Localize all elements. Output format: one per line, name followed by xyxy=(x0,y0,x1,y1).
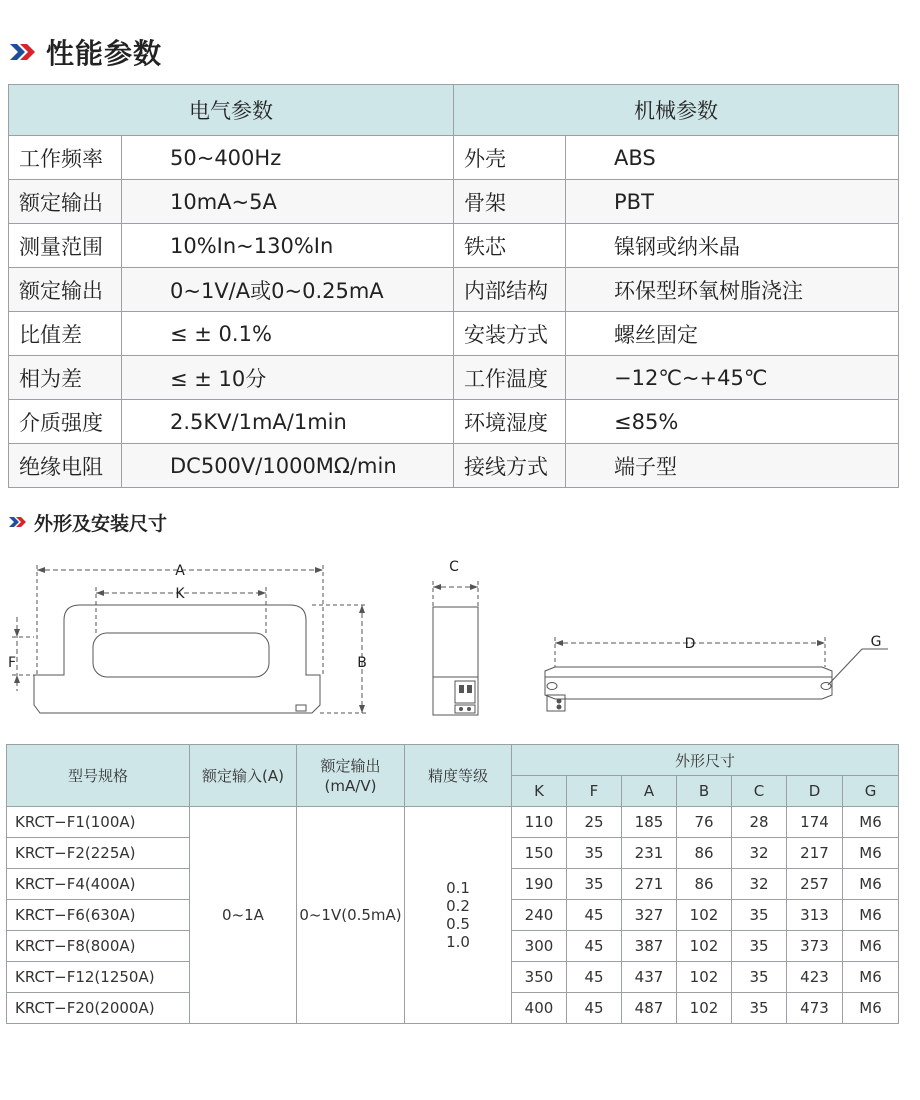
dim-label-d: D xyxy=(684,636,696,652)
dim-value: 45 xyxy=(567,931,622,962)
section-header-performance xyxy=(8,32,162,72)
spec-row xyxy=(9,180,899,224)
col-header-model: 型号规格 xyxy=(7,745,190,807)
dim-value: M6 xyxy=(843,993,899,1024)
spec-label: 相为差 xyxy=(9,356,122,400)
dim-col-header: F xyxy=(567,776,622,807)
dim-value: 240 xyxy=(512,900,567,931)
col-header-dims: 外形尺寸 xyxy=(512,745,899,776)
dim-value: M6 xyxy=(843,962,899,993)
col-header-output xyxy=(297,745,405,807)
spec-value: 2.5KV/1mA/1min xyxy=(122,400,454,444)
spec-value: 环保型环氧树脂浇注 xyxy=(566,268,899,312)
spec-value: 10%In~130%In xyxy=(122,224,454,268)
accuracy-values xyxy=(405,807,512,1024)
dim-value: 437 xyxy=(622,962,677,993)
dim-col-header: B xyxy=(677,776,732,807)
spec-row xyxy=(9,268,899,312)
dim-value: 32 xyxy=(732,869,787,900)
dim-value: M6 xyxy=(843,807,899,838)
spec-value: 0~1V/A或0~0.25mA xyxy=(122,268,454,312)
dim-value: 35 xyxy=(567,869,622,900)
dim-value: 35 xyxy=(732,962,787,993)
accuracy-value: 0.5 xyxy=(446,915,470,933)
dim-label-f: F xyxy=(7,655,17,671)
double-chevron-icon xyxy=(8,41,38,63)
dim-label-c: C xyxy=(449,559,459,575)
spec-value: ABS xyxy=(566,136,899,180)
model-name: KRCT−F1(100A) xyxy=(7,807,190,838)
output-header-line2: (mA/V) xyxy=(324,776,377,795)
dim-value: 174 xyxy=(787,807,843,838)
spec-value: 螺丝固定 xyxy=(566,312,899,356)
accuracy-value: 0.2 xyxy=(446,897,470,915)
dim-value: 217 xyxy=(787,838,843,869)
spec-value: 50~400Hz xyxy=(122,136,454,180)
dim-value: 387 xyxy=(622,931,677,962)
dim-value: 271 xyxy=(622,869,677,900)
model-name: KRCT−F4(400A) xyxy=(7,869,190,900)
input-value: 0~1A xyxy=(190,807,297,1024)
spec-value: ≤ ± 0.1% xyxy=(122,312,454,356)
spec-value: ≤ ± 10分 xyxy=(122,356,454,400)
dim-value: 35 xyxy=(732,900,787,931)
dim-value: M6 xyxy=(843,931,899,962)
dim-value: 313 xyxy=(787,900,843,931)
dim-value: 45 xyxy=(567,900,622,931)
dim-col-header: D xyxy=(787,776,843,807)
dim-col-header: G xyxy=(843,776,899,807)
spec-label: 额定输出 xyxy=(9,180,122,224)
spec-row xyxy=(9,224,899,268)
dim-value: 28 xyxy=(732,807,787,838)
spec-label: 介质强度 xyxy=(9,400,122,444)
dim-col-header: C xyxy=(732,776,787,807)
dim-value: 350 xyxy=(512,962,567,993)
dim-value: 190 xyxy=(512,869,567,900)
model-name: KRCT−F2(225A) xyxy=(7,838,190,869)
dim-value: 102 xyxy=(677,900,732,931)
spec-value: ≤85% xyxy=(566,400,899,444)
spec-value: −12℃~+45℃ xyxy=(566,356,899,400)
dim-value: 102 xyxy=(677,931,732,962)
spec-label: 内部结构 xyxy=(454,268,566,312)
dim-value: 45 xyxy=(567,993,622,1024)
dim-label-a: A xyxy=(175,563,185,579)
spec-value: 端子型 xyxy=(566,444,899,488)
spec-row xyxy=(9,136,899,180)
dim-label-g: G xyxy=(870,634,882,650)
dim-label-k: K xyxy=(175,586,185,602)
dim-value: 300 xyxy=(512,931,567,962)
spec-value: 镍钢或纳米晶 xyxy=(566,224,899,268)
dim-value: 102 xyxy=(677,993,732,1024)
spec-row xyxy=(9,312,899,356)
dim-value: 32 xyxy=(732,838,787,869)
dim-value: 25 xyxy=(567,807,622,838)
accuracy-value: 0.1 xyxy=(446,879,470,897)
dim-value: M6 xyxy=(843,838,899,869)
spec-label: 工作频率 xyxy=(9,136,122,180)
dim-col-header: A xyxy=(622,776,677,807)
dim-value: 373 xyxy=(787,931,843,962)
dim-value: 76 xyxy=(677,807,732,838)
dim-value: 35 xyxy=(567,838,622,869)
dim-value: 86 xyxy=(677,869,732,900)
dim-value: 423 xyxy=(787,962,843,993)
spec-label: 接线方式 xyxy=(454,444,566,488)
model-table xyxy=(6,744,899,1024)
dimension-drawing xyxy=(0,545,920,735)
dim-value: 185 xyxy=(622,807,677,838)
section-header-dimensions xyxy=(8,508,167,536)
header-mechanical: 机械参数 xyxy=(454,85,899,136)
spec-label: 测量范围 xyxy=(9,224,122,268)
double-chevron-icon xyxy=(8,515,28,529)
spec-table xyxy=(8,84,899,488)
spec-label: 铁芯 xyxy=(454,224,566,268)
col-header-input: 额定输入(A) xyxy=(190,745,297,807)
accuracy-value: 1.0 xyxy=(446,933,470,951)
spec-label: 环境湿度 xyxy=(454,400,566,444)
dim-value: 400 xyxy=(512,993,567,1024)
spec-row xyxy=(9,400,899,444)
model-name: KRCT−F12(1250A) xyxy=(7,962,190,993)
spec-label: 安装方式 xyxy=(454,312,566,356)
dim-value: 102 xyxy=(677,962,732,993)
spec-value: PBT xyxy=(566,180,899,224)
dim-value: M6 xyxy=(843,900,899,931)
dim-value: 327 xyxy=(622,900,677,931)
spec-label: 额定输出 xyxy=(9,268,122,312)
output-value: 0~1V(0.5mA) xyxy=(297,807,405,1024)
dim-value: 150 xyxy=(512,838,567,869)
dim-value: 487 xyxy=(622,993,677,1024)
col-header-accuracy: 精度等级 xyxy=(405,745,512,807)
dim-value: 45 xyxy=(567,962,622,993)
spec-label: 绝缘电阻 xyxy=(9,444,122,488)
spec-value: 10mA~5A xyxy=(122,180,454,224)
table-row xyxy=(7,807,899,838)
spec-label: 骨架 xyxy=(454,180,566,224)
dim-value: 110 xyxy=(512,807,567,838)
spec-value: DC500V/1000MΩ/min xyxy=(122,444,454,488)
dim-value: 35 xyxy=(732,931,787,962)
spec-label: 外壳 xyxy=(454,136,566,180)
model-name: KRCT−F20(2000A) xyxy=(7,993,190,1024)
dim-value: 231 xyxy=(622,838,677,869)
model-name: KRCT−F6(630A) xyxy=(7,900,190,931)
spec-label: 工作温度 xyxy=(454,356,566,400)
spec-row xyxy=(9,444,899,488)
spec-label: 比值差 xyxy=(9,312,122,356)
output-header-line1: 额定输出 xyxy=(320,756,381,775)
model-name: KRCT−F8(800A) xyxy=(7,931,190,962)
dim-value: 473 xyxy=(787,993,843,1024)
dim-value: 35 xyxy=(732,993,787,1024)
header-electrical: 电气参数 xyxy=(9,85,454,136)
dim-value: 257 xyxy=(787,869,843,900)
dim-value: 86 xyxy=(677,838,732,869)
section-title: 性能参数 xyxy=(46,37,163,70)
dim-col-header: K xyxy=(512,776,567,807)
dim-value: M6 xyxy=(843,869,899,900)
spec-row xyxy=(9,356,899,400)
dim-label-b: B xyxy=(357,655,367,671)
section-title: 外形及安装尺寸 xyxy=(34,512,168,535)
